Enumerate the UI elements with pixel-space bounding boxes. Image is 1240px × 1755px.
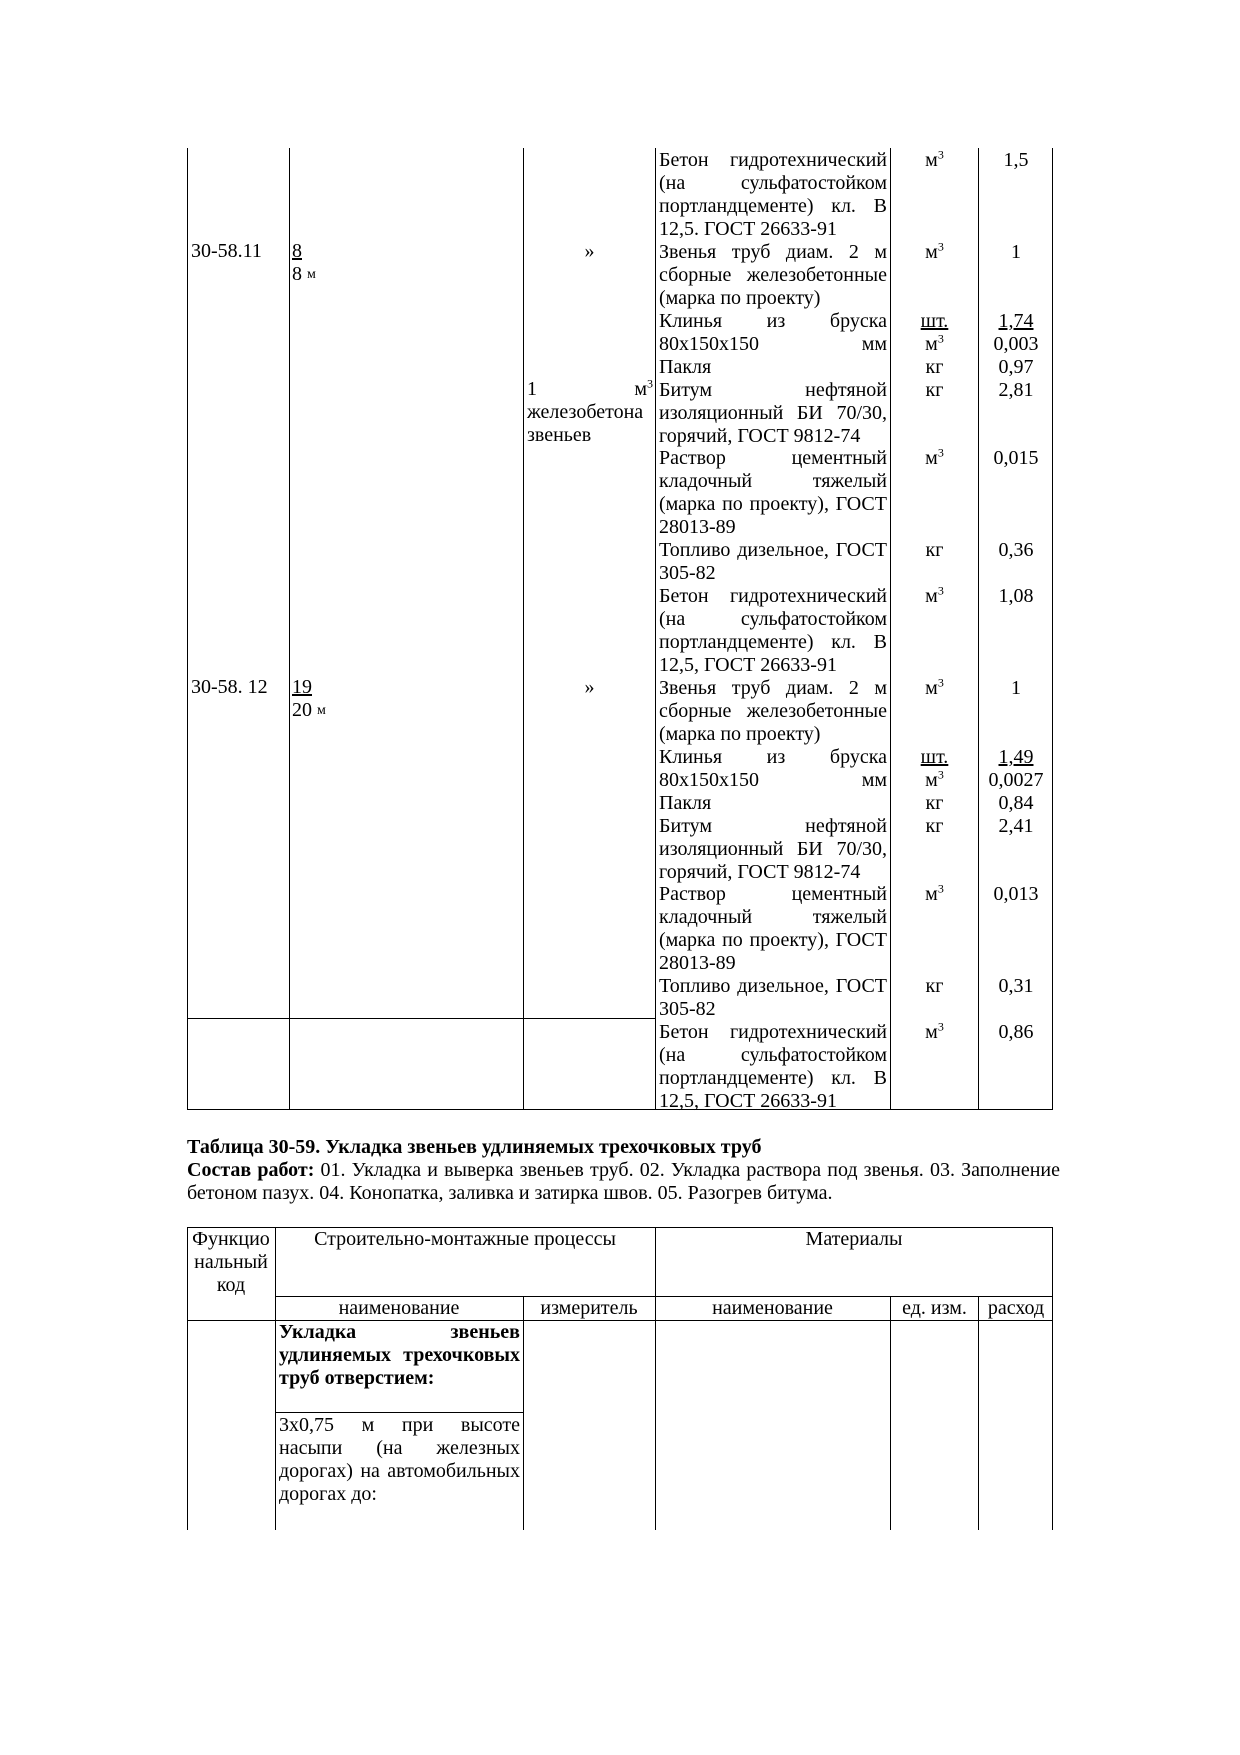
header-func-code: Функцио нальный код — [192, 1228, 270, 1296]
material-unit: кг — [925, 815, 944, 837]
table-border — [187, 1018, 655, 1019]
process-description: 3х0,75 м при высоте насыпи (на железных дорогах) на автомобильных дорогах до: — [279, 1414, 520, 1505]
header-material-name: наименование — [712, 1297, 833, 1319]
material-value: 1,5 — [1003, 149, 1029, 171]
material-unit: кг — [925, 792, 944, 814]
size-top: 19 — [292, 676, 312, 698]
size-cell — [292, 240, 520, 286]
shared-measure-number: 1 — [527, 378, 537, 400]
table-border — [1052, 148, 1053, 1110]
material-name: Пакля — [659, 792, 712, 814]
work-composition — [187, 1159, 1060, 1205]
material-value: 1,74 0,003 — [993, 310, 1039, 355]
header-processes: Строительно-монтажные процессы — [314, 1228, 616, 1250]
material-value: 0,36 — [998, 539, 1034, 561]
process-group-title: Укладка звеньев удлиняемых трехочковых труб отверстием: — [279, 1321, 520, 1389]
table-border — [890, 148, 891, 1110]
material-name: Звенья труб диам. 2 м сборные железобетонные (марка по проекту) — [659, 241, 887, 309]
material-unit: $м^3$ — [925, 881, 944, 905]
table-border — [275, 1412, 523, 1413]
header-measure: измеритель — [540, 1297, 638, 1319]
material-name: Звенья труб диам. 2 м сборные железобетонные (марка по проекту) — [659, 677, 887, 745]
table-border — [978, 148, 979, 1110]
table-border — [187, 1227, 188, 1530]
code-cell: 30-58.11 — [191, 240, 262, 262]
shared-measure — [527, 378, 653, 447]
material-name: Бетон гидротехнический (на сульфатостойком портландцементе) кл. В 12,5, ГОСТ 26633-91 — [659, 1021, 887, 1112]
table-border — [523, 148, 524, 1110]
shared-measure-rest: железобетона звеньев — [527, 401, 644, 446]
size-top: 8 — [292, 240, 302, 262]
size-cell — [292, 676, 520, 722]
shared-measure-sup: 3 — [647, 376, 653, 391]
table-border — [187, 148, 188, 1110]
material-value: 1,08 — [998, 585, 1034, 607]
material-value: 2,81 — [998, 379, 1034, 401]
material-name: Топливо дизельное, ГОСТ 305-82 — [659, 975, 887, 1020]
material-unit: шт. $м^3$ — [920, 310, 949, 355]
table-caption — [187, 1136, 1060, 1159]
material-unit: $м^3$ — [925, 1019, 944, 1043]
table-border — [978, 1296, 979, 1530]
material-value: 2,41 — [998, 815, 1034, 837]
material-unit: $м^3$ — [925, 445, 944, 469]
material-value: 1,49 0,0027 — [988, 746, 1044, 791]
material-value: 1 — [1011, 677, 1021, 699]
table-border — [187, 1109, 1053, 1110]
table-border — [655, 1227, 656, 1530]
material-value: 0,015 — [993, 447, 1039, 469]
material-unit: кг — [925, 975, 944, 997]
material-unit: кг — [925, 356, 944, 378]
composition-label: Состав работ: — [187, 1159, 315, 1181]
header-consumption: расход — [987, 1297, 1045, 1319]
material-name: Бетон гидротехнический (на сульфатостойком портландцементе) кл. В 12,5. ГОСТ 26633-91 — [659, 149, 887, 240]
table-border — [1052, 1227, 1053, 1530]
material-value: 0,97 — [998, 356, 1034, 378]
material-name: Пакля — [659, 356, 712, 378]
material-name: Битум нефтяной изоляционный БИ 70/30, горячий, ГОСТ 9812-74 — [659, 379, 887, 447]
material-unit: $м^3$ — [925, 147, 944, 171]
header-materials: Материалы — [805, 1228, 903, 1250]
table-border — [523, 1296, 524, 1530]
material-unit: шт. $м^3$ — [920, 746, 949, 791]
size-bottom: 20 — [292, 699, 312, 721]
material-name: Раствор цементный кладочный тяжелый (марка по проекту), ГОСТ 28013-89 — [659, 883, 887, 974]
material-name: Бетон гидротехнический (на сульфатостойком портландцементе) кл. В 12,5, ГОСТ 26633-91 — [659, 585, 887, 676]
material-unit: $м^3$ — [925, 239, 944, 263]
material-name: Клинья из бруска 80х150х150 мм — [659, 310, 887, 355]
material-name: Топливо дизельное, ГОСТ 305-82 — [659, 539, 887, 584]
material-value: 1 — [1011, 241, 1021, 263]
material-unit: кг — [925, 379, 944, 401]
header-unit: ед. изм. — [902, 1297, 967, 1319]
material-unit: $м^3$ — [925, 583, 944, 607]
material-name: Битум нефтяной изоляционный БИ 70/30, горячий, ГОСТ 9812-74 — [659, 815, 887, 883]
composition-text: 01. Укладка и выверка звеньев труб. 02. Укладка раствора под звенья. 03. Заполнение бетоном пазух. 04. Конопатка, заливка и затирка швов. 05. Разогрев битума. — [187, 1159, 1060, 1204]
table-border — [275, 1227, 276, 1530]
header-name: наименование — [338, 1297, 460, 1319]
measure-cell: » — [584, 240, 595, 262]
material-value: 0,013 — [993, 883, 1039, 905]
table-border — [655, 148, 656, 1110]
material-unit: кг — [925, 539, 944, 561]
table-title: Таблица 30-59. Укладка звеньев удлиняемых трехочковых труб — [187, 1136, 762, 1158]
material-unit: $м^3$ — [925, 675, 944, 699]
table-border — [890, 1296, 891, 1530]
material-value: 0,31 — [998, 975, 1034, 997]
size-bottom: 8 — [292, 263, 302, 285]
material-value: 0,86 — [998, 1021, 1034, 1043]
shared-measure-unit: м — [634, 378, 647, 400]
material-value: 0,84 — [998, 792, 1034, 814]
table-border — [289, 148, 290, 1110]
measure-cell: » — [584, 676, 595, 698]
material-name: Клинья из бруска 80х150х150 мм — [659, 746, 887, 791]
size-unit: м — [317, 703, 326, 718]
code-cell: 30-58. 12 — [191, 676, 268, 698]
material-name: Раствор цементный кладочный тяжелый (марка по проекту), ГОСТ 28013-89 — [659, 447, 887, 538]
size-unit: м — [307, 267, 316, 282]
